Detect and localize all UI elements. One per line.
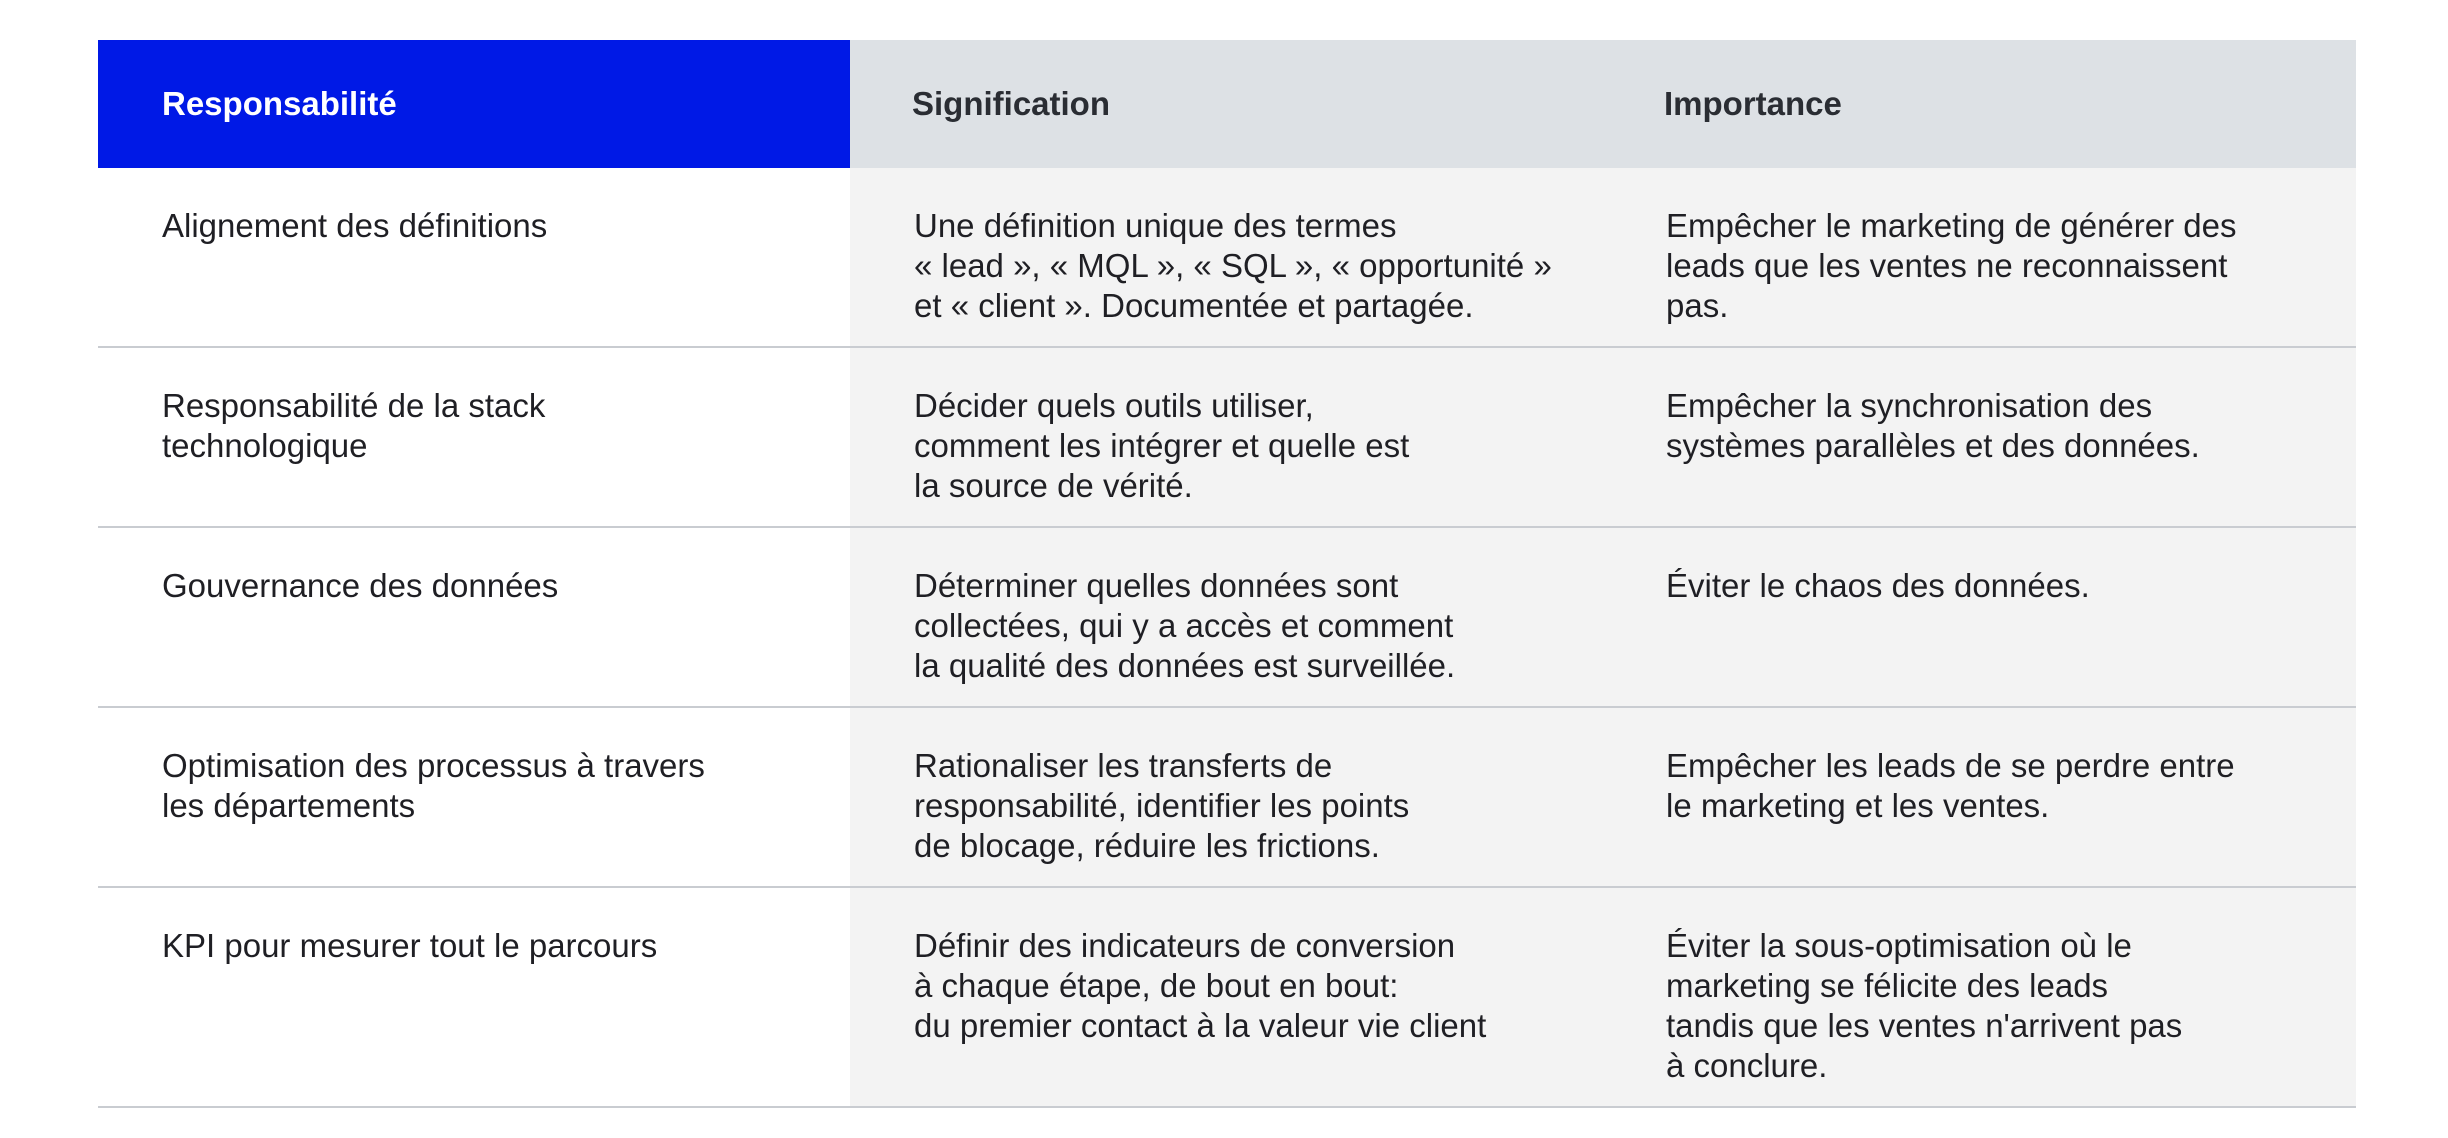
table-row bbox=[98, 348, 2356, 528]
cell-responsabilite: Gouvernance des données bbox=[98, 528, 850, 706]
table-row bbox=[98, 888, 2356, 1108]
cell-signification: Rationaliser les transferts de responsabilité, identifier les points de blocage, réduire les frictions. bbox=[850, 708, 1602, 886]
cell-importance: Empêcher le marketing de générer des leads que les ventes ne reconnaissent pas. bbox=[1602, 168, 2356, 346]
cell-responsabilite: Responsabilité de la stack technologique bbox=[98, 348, 850, 526]
cell-signification: Décider quels outils utiliser, comment les intégrer et quelle est la source de vérité. bbox=[850, 348, 1602, 526]
cell-signification: Une définition unique des termes « lead », « MQL », « SQL », « opportunité » et « client ». Documentée et partagée. bbox=[850, 168, 1602, 346]
cell-importance: Éviter la sous-optimisation où le marketing se félicite des leads tandis que les ventes n'arrivent pas à conclure. bbox=[1602, 888, 2356, 1106]
table-row bbox=[98, 168, 2356, 348]
header-importance: Importance bbox=[1602, 40, 2356, 168]
table-row bbox=[98, 528, 2356, 708]
header-responsabilite: Responsabilité bbox=[98, 40, 850, 168]
cell-responsabilite: KPI pour mesurer tout le parcours bbox=[98, 888, 850, 1106]
cell-importance: Éviter le chaos des données. bbox=[1602, 528, 2356, 706]
cell-responsabilite: Optimisation des processus à travers les départements bbox=[98, 708, 850, 886]
table-header bbox=[98, 40, 2356, 168]
cell-importance: Empêcher les leads de se perdre entre le marketing et les ventes. bbox=[1602, 708, 2356, 886]
table-row bbox=[98, 708, 2356, 888]
cell-signification: Définir des indicateurs de conversion à chaque étape, de bout en bout: du premier contact à la valeur vie client bbox=[850, 888, 1602, 1106]
cell-signification: Déterminer quelles données sont collectées, qui y a accès et comment la qualité des données est surveillée. bbox=[850, 528, 1602, 706]
header-signification: Signification bbox=[850, 40, 1602, 168]
responsibility-table bbox=[98, 40, 2356, 1108]
cell-responsabilite: Alignement des définitions bbox=[98, 168, 850, 346]
cell-importance: Empêcher la synchronisation des systèmes parallèles et des données. bbox=[1602, 348, 2356, 526]
